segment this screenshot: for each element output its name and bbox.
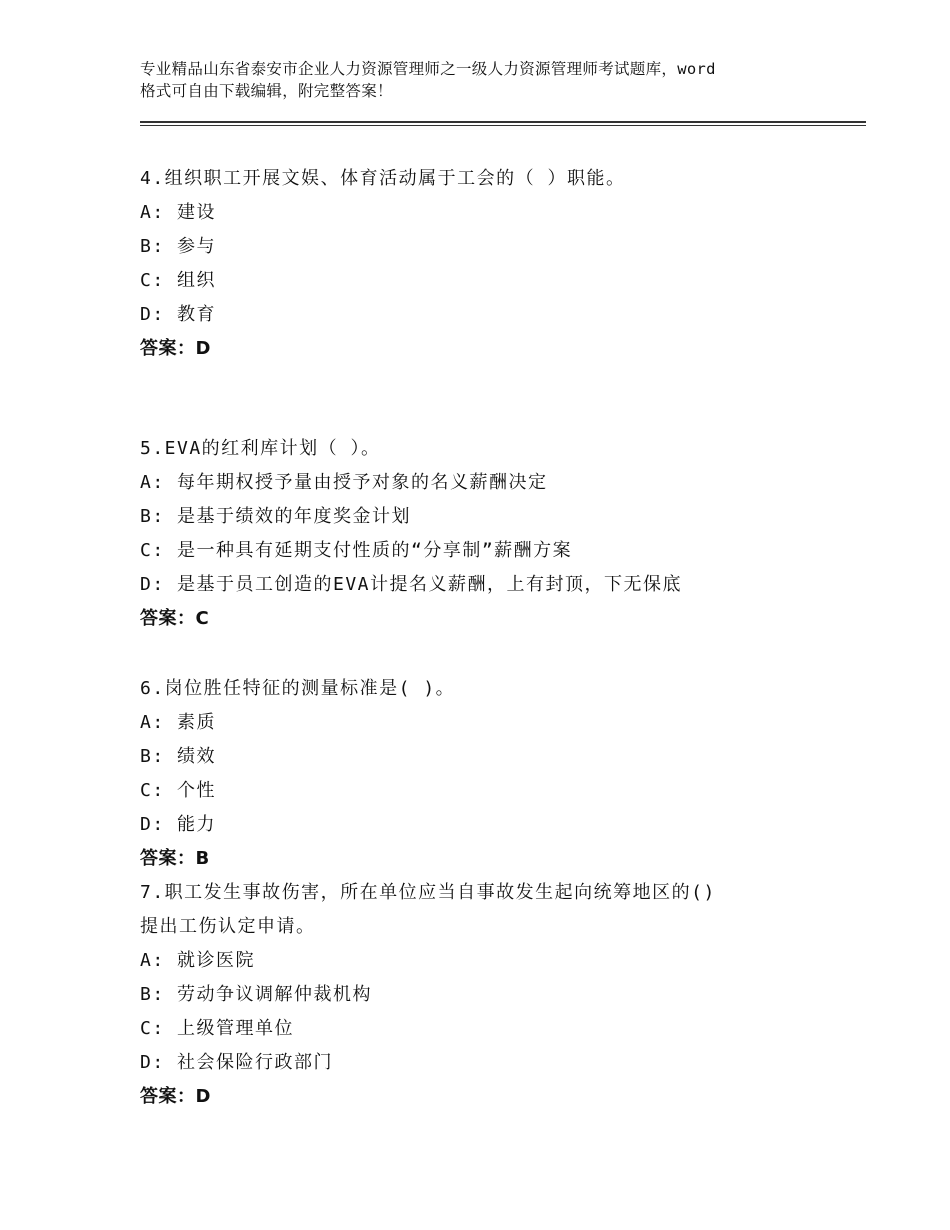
- question-6: [140, 672, 820, 876]
- option-c: C: 是一种具有延期支付性质的“分享制”薪酬方案: [140, 540, 573, 561]
- header-divider-thin: [140, 125, 866, 126]
- option-b: B: 绩效: [140, 746, 217, 767]
- question-4: [140, 162, 820, 366]
- option-c: C: 个性: [140, 780, 217, 801]
- option-a: A: 每年期权授予量由授予对象的名义薪酬决定: [140, 472, 548, 493]
- option-d: D: 社会保险行政部门: [140, 1052, 334, 1073]
- answer-label: 答案：D: [140, 1086, 211, 1107]
- question-stem-line-1: 7.职工发生事故伤害，所在单位应当自事故发生起向统筹地区的(): [140, 882, 716, 903]
- question-stem: 5.EVA的红利库计划（ ）。: [140, 438, 381, 459]
- document-header: [140, 58, 840, 102]
- header-title-line-2: 格式可自由下载编辑，附完整答案！: [140, 82, 393, 100]
- question-7: [140, 876, 820, 1114]
- option-d: D: 是基于员工创造的EVA计提名义薪酬，上有封顶，下无保底: [140, 574, 683, 595]
- option-d: D: 能力: [140, 814, 217, 835]
- answer-label: 答案：B: [140, 848, 210, 869]
- answer-label: 答案：C: [140, 608, 210, 629]
- option-a: A: 素质: [140, 712, 217, 733]
- question-stem: 4.组织职工开展文娱、体育活动属于工会的（ ）职能。: [140, 168, 626, 189]
- answer-label: 答案：D: [140, 338, 211, 359]
- option-d: D: 教育: [140, 304, 217, 325]
- option-c: C: 上级管理单位: [140, 1018, 295, 1039]
- option-a: A: 建设: [140, 202, 217, 223]
- option-c: C: 组织: [140, 270, 217, 291]
- header-title-line-1: 专业精品山东省泰安市企业人力资源管理师之一级人力资源管理师考试题库，word: [140, 60, 716, 78]
- option-b: B: 是基于绩效的年度奖金计划: [140, 506, 412, 527]
- option-a: A: 就诊医院: [140, 950, 256, 971]
- option-b: B: 劳动争议调解仲裁机构: [140, 984, 373, 1005]
- question-stem: 6.岗位胜任特征的测量标准是( )。: [140, 678, 456, 699]
- question-stem-line-2: 提出工伤认定申请。: [140, 916, 316, 937]
- option-b: B: 参与: [140, 236, 217, 257]
- header-divider-thick: [140, 121, 866, 123]
- question-5: [140, 432, 820, 636]
